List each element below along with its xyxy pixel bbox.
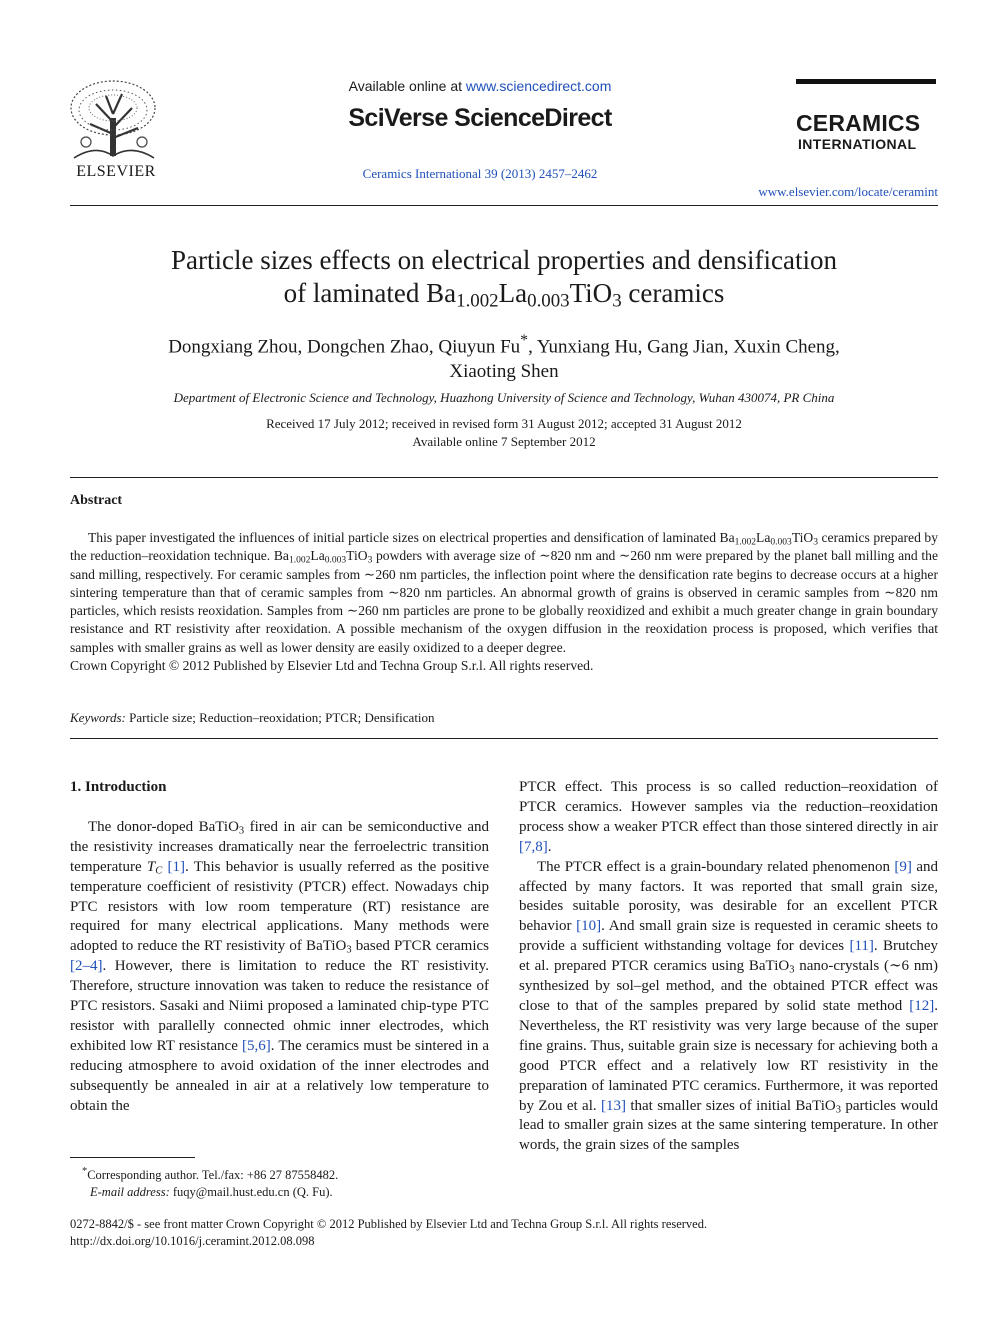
journal-logo-bar	[796, 79, 936, 84]
abstract-top-rule	[70, 477, 938, 478]
platform-name: SciVerse ScienceDirect	[348, 104, 612, 132]
ref-9-link[interactable]: [9]	[894, 858, 912, 875]
section-heading: 1. Introduction	[70, 779, 167, 795]
abstract-body: This paper investigated the influences of initial particle sizes on electrical properties and densification of laminated $Ba_{1.002}La_{0.003}TiO_3$ ceramics prepared by the reduction–reoxidation technique. $Ba_{1.002}La_{0.003}TiO_3$ powders with average size of ∼820 nm and ∼260 nm were prepared by the planet ball milling and the sand milling, respectively. For ceramic samples from ∼260 nm particles, the inflection point where the densification rate begins to decrease occurs at a higher sintering temperature than that of ceramic samples from ∼820 nm particles. An abnormal growth of grains is observed in ceramic samples from ∼820 nm particles, which resists reoxidation. Samples from ∼260 nm particles are prone to be globally reoxidized and exhibit a much greater change in grain boundary resistance and RT resistivity after reoxidation. A possible mechanism of the oxygen diffusion in the reoxidation process is proposed, which verifies that samples with smaller grains as well as lower density are easily oxidized to a deeper degree. Crown Copyright © 2012 Published by Elsevier Ltd and Techna Group S.r.l. All rights reserved.	[70, 529, 938, 675]
ref-2-4-link[interactable]: [2–4]	[70, 958, 103, 975]
ref-11-link[interactable]: [11]	[849, 938, 874, 955]
ref-7-8-link[interactable]: [7,8]	[519, 838, 548, 855]
copyright-line: Crown Copyright © 2012 Published by Elsevier Ltd and Techna Group S.r.l. All rights reserved.	[70, 658, 594, 674]
keywords: Keywords: Particle size; Reduction–reoxidation; PTCR; Densification	[70, 710, 435, 725]
corresponding-marker[interactable]: *	[520, 332, 529, 349]
front-matter-footer	[70, 1216, 938, 1250]
corresponding-footnote: *Corresponding author. Tel./fax: +86 27 87558482. E-mail address: fuqy@mail.hust.edu.cn (Q. Fu).	[82, 1166, 339, 1200]
journal-name-sub: INTERNATIONAL	[798, 136, 917, 152]
abstract-bottom-rule	[70, 738, 938, 739]
author-email[interactable]: fuqy@mail.hust.edu.cn (Q. Fu).	[169, 1185, 333, 1200]
ref-5-6-link[interactable]: [5,6]	[242, 1037, 271, 1054]
affiliation: Department of Electronic Science and Technology, Huazhong University of Science and Technology, Wuhan 430074, PR China	[173, 390, 835, 405]
article-title: Particle sizes effects on electrical properties and densification of laminated $Ba_{1.002}La_{0.003}TiO_3$ ceramics	[171, 245, 837, 312]
ref-12-link[interactable]: [12]	[909, 997, 935, 1014]
header-divider	[70, 205, 938, 206]
available-online: Available online at www.sciencedirect.com	[348, 78, 612, 94]
ref-1-link[interactable]: [1]	[162, 858, 186, 875]
ref-13-link[interactable]: [13]	[601, 1097, 626, 1114]
journal-name: CERAMICS	[796, 110, 921, 136]
article-dates: Received 17 July 2012; received in revised form 31 August 2012; accepted 31 August 2012 Available online 7 September 2012	[266, 416, 742, 449]
issn-line: 0272-8842/$ - see front matter Crown Copyright © 2012 Published by Elsevier Ltd and Techna Group S.r.l. All rights reserved.	[70, 1217, 708, 1231]
doi-link[interactable]: http://dx.doi.org/10.1016/j.ceramint.2012.08.098	[70, 1234, 315, 1248]
abstract-heading: Abstract	[70, 493, 123, 508]
intro-right-column: PTCR effect. This process is so called reduction–reoxidation of PTCR ceramics. However samples via the reduction–reoxidation process show a weaker PTCR effect than those sintered directly in air [7,8]. The PTCR effect is a grain-boundary related phenomenon [9] and affected by many factors. It was reported that small grain size, besides suitable porosity, was desirable for an excellent PTCR behavior [10]. And small grain size is requested in ceramic sheets to provide a sufficient withstanding voltage for devices [11]. Brutchey et al. prepared PTCR ceramics using BaTiO$_3$ nano-crystals (∼6 nm) synthesized by sol–gel method, and the obtained PTCR effect was close to that of the samples prepared by solid state method [12]. Nevertheless, the RT resistivity was very large because of the super fine grains. Thus, suitable grain size is necessary for achieving both a good PTCR effect and a relatively low RT resistivity in the preparation of laminated PTC ceramics. Furthermore, it was reported by Zou et al. [13] that smaller sizes of initial BaTiO$_3$ particles would lead to smaller grain sizes at the same sintering temperature. In other words, the grain sizes of the samples	[519, 779, 939, 1154]
journal-citation[interactable]: Ceramics International 39 (2013) 2457–2462	[362, 166, 598, 181]
footnote-rule	[70, 1157, 195, 1158]
intro-left-column: 1. Introduction The donor-doped BaTiO$_3$ fired in air can be semiconductive and the resistivity increases dramatically near the ferroelectric transition temperature $T_C$ [1]. This behavior is usually referred as the positive temperature coefficient of resistivity (PTCR) effect. Nowadays chip PTC resistors with low room temperature (RT) resistance are required for many electrical applications. Many methods were adopted to reduce the RT resistivity of BaTiO$_3$ based PTCR ceramics [2–4]. However, there is limitation to reduce the RT resistivity. Therefore, structure innovation was taken to reduce the resistance of PTC resistors. Sasaki and Niimi proposed a laminated chip-type PTC resistor with parallelly connected ohmic inner electrodes, which exhibited low RT resistance [5,6]. The ceramics must be sintered in a reducing atmosphere to avoid oxidation of the inner electrodes and subsequently be annealed in air at a relatively low temperature to obtain the	[70, 779, 490, 1114]
journal-url-link[interactable]: www.elsevier.com/locate/ceramint	[758, 184, 938, 199]
ref-10-link[interactable]: [10]	[576, 918, 602, 935]
publisher-name: ELSEVIER	[76, 163, 156, 180]
elsevier-tree-logo	[66, 78, 162, 162]
author-list: Dongxiang Zhou, Dongchen Zhao, Qiuyun Fu*, Yunxiang Hu, Gang Jian, Xuxin Cheng, Xiaoting Shen	[168, 332, 840, 383]
sciencedirect-link[interactable]: www.sciencedirect.com	[465, 78, 612, 94]
